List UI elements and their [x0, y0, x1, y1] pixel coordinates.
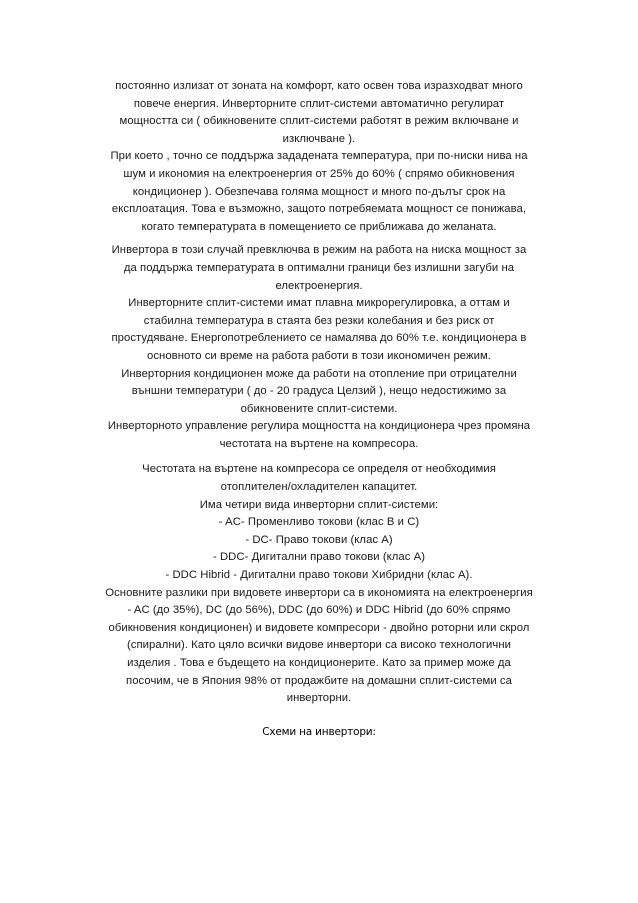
text-line: - DC- Право токови (клас А)	[245, 533, 393, 546]
text-line: При което , точно се поддържа зададената температура, при по-ниски нива на	[110, 150, 528, 163]
text-line: да поддържа температурата в оптимални граници без излишни загуби на	[123, 261, 515, 274]
text-line: външни температури ( до - 20 градуса Целзий ), нещо недостижимо за	[131, 385, 507, 398]
text-line: простудяване. Енергопотреблението се намалява до 60% т.е. кондиционера в	[111, 332, 527, 345]
text-line: Инверторното управление регулира мощността на кондиционера чрез промяна	[107, 420, 531, 433]
text-line: кондиционер ). Обезпечава голяма мощност и много по-дълъг срок на	[132, 185, 506, 198]
text-line: - AC (до 35%), DC (до 56%), DDC (до 60%) и DDC Hibrid (до 60% спрямо	[127, 604, 511, 617]
text-line: Инверторните сплит-системи имат плавна микрорегулировка, а оттам и	[128, 297, 510, 310]
text-line: Инвертора в този случай превключва в режим на работа на ниска мощност за	[111, 244, 527, 257]
text-line: Инверторния кондиционен може да работи на отопление при отрицателни	[121, 367, 517, 380]
text-line: електроенергия.	[275, 279, 363, 292]
text-line: шум и икономия на електроенергия от 25% до 60% ( спрямо обикновения	[123, 167, 515, 180]
text-line: посочим, че в Япония 98% от продажбите на домашни сплит-системи са	[126, 674, 512, 687]
paragraph-block-2	[69, 242, 569, 453]
text-line: основното си време на работа работи в този икономичен режим.	[147, 349, 491, 362]
text-line: инверторни.	[286, 692, 352, 705]
text-line: когато температурата в помещението се приближава до желаната.	[141, 220, 497, 233]
text-line: повече енергия. Инверторните сплит-системи автоматично регулират	[133, 97, 505, 110]
text-line: Основните разлики при видовете инвертори са в икономията на електроенергия	[105, 586, 533, 599]
text-line: (спирални). Като цяло всички видове инвертори са високо технологични	[127, 639, 511, 652]
text-line: отоплителен/охладителен капацитет.	[220, 481, 418, 494]
text-line: изключване ).	[282, 132, 356, 145]
text-line: Честотата на въртене на компресора се определя от необходимия	[142, 463, 496, 476]
text-line: - DDC Hibrid - Дигитални право токови Хибридни (клас А).	[165, 569, 473, 582]
text-line: експлоатация. Това е възможно, защото потребяемата мощност се понижава,	[111, 203, 527, 216]
section-caption: Схеми на инвертори:	[262, 725, 376, 738]
text-line: обикновения кондиционен) и видовете компресори - двойно роторни или скрол	[108, 621, 530, 634]
text-line: - AC- Променливо токови (клас B и C)	[218, 516, 420, 529]
paragraph-block-1	[69, 78, 569, 236]
paragraph-block-3	[69, 461, 569, 707]
text-line: обикновените сплит-системи.	[240, 402, 398, 415]
text-line: Има четири вида инверторни сплит-системи:	[199, 498, 439, 511]
text-line: - DDC- Дигитални право токови (клас А)	[212, 551, 426, 564]
text-line: мощността си ( обикновените сплит-системи работят в режим включване и	[119, 115, 519, 128]
text-line: честотата на въртене на компресора.	[219, 437, 419, 450]
text-line: стабилна температура в стаята без резки колебания и без риск от	[143, 314, 495, 327]
text-line: изделия . Това е бъдещето на кондиционерите. Като за пример може да	[127, 657, 511, 669]
text-line: постоянно излизат от зоната на комфорт, като освен това изразходват много	[115, 80, 523, 92]
